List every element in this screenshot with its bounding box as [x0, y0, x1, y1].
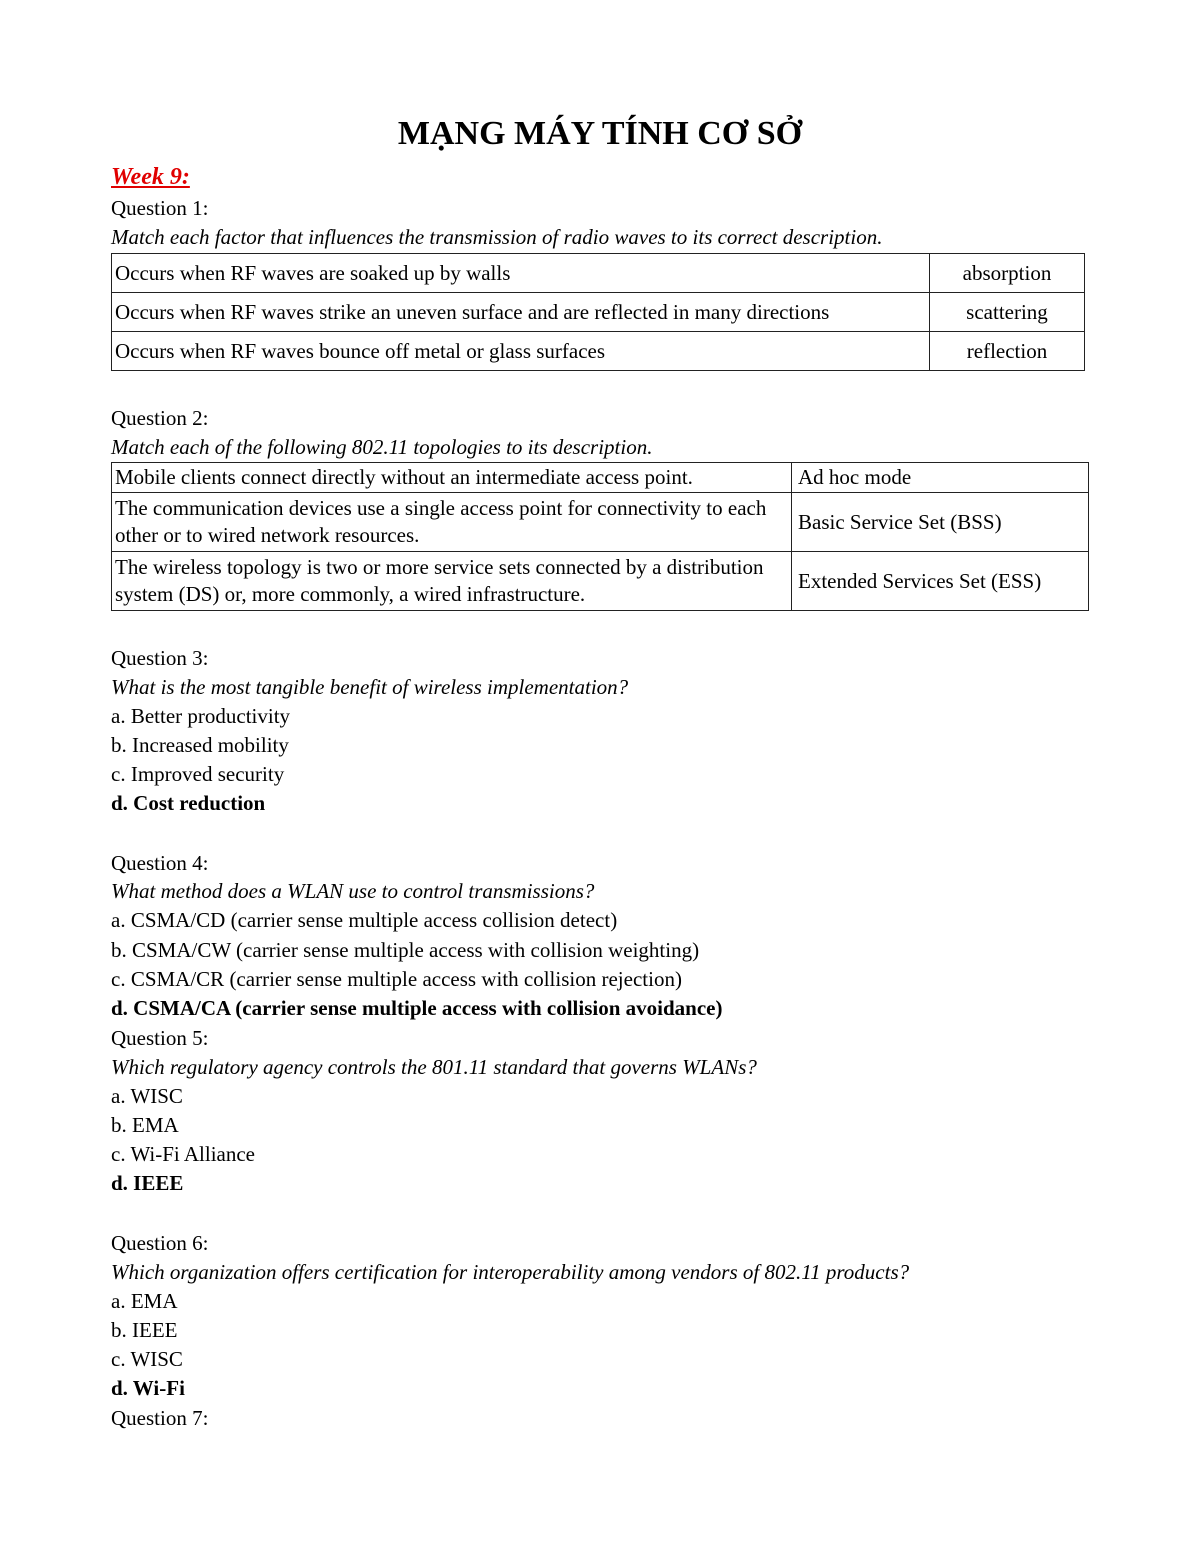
question-4-prompt: What method does a WLAN use to control transmissions?	[111, 879, 595, 903]
question-1-label: Question 1:	[111, 196, 209, 220]
table-row	[112, 463, 1089, 493]
week-heading: Week 9:	[111, 164, 190, 190]
question-7-label: Question 7:	[111, 1406, 209, 1430]
table-cell-description: The communication devices use a single access point for connectivity to each other or to wired network resources.	[112, 493, 792, 552]
table-cell-description: Occurs when RF waves bounce off metal or glass surfaces	[112, 332, 930, 371]
question-3-option-c: c. Improved security	[111, 762, 285, 786]
table-cell-description: Occurs when RF waves strike an uneven surface and are reflected in many directions	[112, 293, 930, 332]
table-cell-term: absorption	[930, 254, 1085, 293]
table-cell-term: Extended Services Set (ESS)	[792, 552, 1089, 611]
question-3-answer: d. Cost reduction	[111, 791, 266, 815]
question-6-option-a: a. EMA	[111, 1289, 178, 1313]
question-3-option-a: a. Better productivity	[111, 704, 291, 728]
table-row	[112, 493, 1089, 552]
question-6-label: Question 6:	[111, 1231, 209, 1255]
question-5-option-c: c. Wi-Fi Alliance	[111, 1142, 255, 1166]
table-row	[112, 254, 1085, 293]
table-row	[112, 552, 1089, 611]
question-2-prompt: Match each of the following 802.11 topologies to its description.	[111, 435, 653, 459]
question-4-option-c: c. CSMA/CR (carrier sense multiple access with collision rejection)	[111, 967, 682, 991]
question-5-label: Question 5:	[111, 1026, 209, 1050]
question-6-option-c: c. WISC	[111, 1347, 183, 1371]
question-4-answer: d. CSMA/CA (carrier sense multiple access with collision avoidance)	[111, 996, 723, 1020]
table-cell-description: Mobile clients connect directly without an intermediate access point.	[112, 463, 792, 493]
question-4-option-b: b. CSMA/CW (carrier sense multiple access with collision weighting)	[111, 938, 700, 962]
table-cell-description: Occurs when RF waves are soaked up by walls	[112, 254, 930, 293]
question-2-label: Question 2:	[111, 406, 209, 430]
question-3-prompt: What is the most tangible benefit of wireless implementation?	[111, 675, 629, 699]
question-4-option-a: a. CSMA/CD (carrier sense multiple access collision detect)	[111, 908, 618, 932]
question-3-label: Question 3:	[111, 646, 209, 670]
table-cell-term: scattering	[930, 293, 1085, 332]
table-row	[112, 293, 1085, 332]
question-5-answer: d. IEEE	[111, 1171, 184, 1195]
page-title: MẠNG MÁY TÍNH CƠ SỞ	[397, 115, 803, 152]
question-6-answer: d. Wi-Fi	[111, 1376, 185, 1400]
table-cell-description: The wireless topology is two or more service sets connected by a distribution system (DS) or, more commonly, a wired infrastructure.	[112, 552, 792, 611]
question-6-prompt: Which organization offers certification for interoperability among vendors of 802.11 products?	[111, 1260, 910, 1284]
question-1-table	[111, 253, 1085, 371]
question-5-prompt: Which regulatory agency controls the 801.11 standard that governs WLANs?	[111, 1055, 757, 1079]
question-3-option-b: b. Increased mobility	[111, 733, 289, 757]
question-1-prompt: Match each factor that influences the transmission of radio waves to its correct description.	[111, 225, 883, 249]
question-2-table	[111, 462, 1089, 611]
question-5-option-b: b. EMA	[111, 1113, 179, 1137]
table-cell-term: Basic Service Set (BSS)	[792, 493, 1089, 552]
table-row	[112, 332, 1085, 371]
table-cell-term: reflection	[930, 332, 1085, 371]
question-4-label: Question 4:	[111, 851, 209, 875]
table-cell-term: Ad hoc mode	[792, 463, 1089, 493]
question-5-option-a: a. WISC	[111, 1084, 183, 1108]
question-6-option-b: b. IEEE	[111, 1318, 178, 1342]
